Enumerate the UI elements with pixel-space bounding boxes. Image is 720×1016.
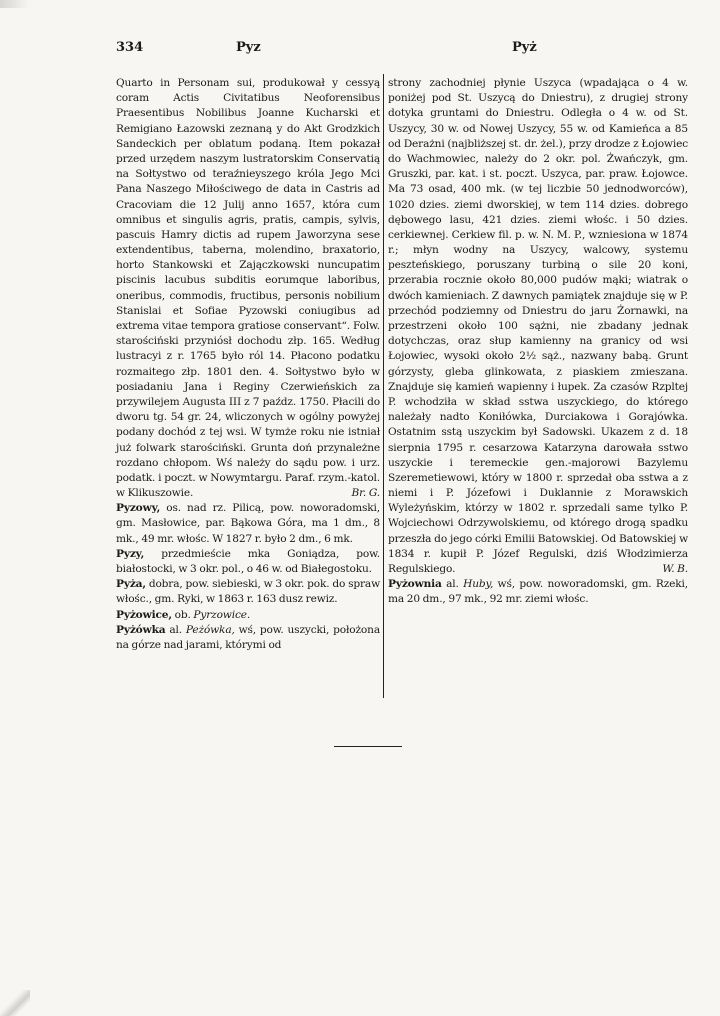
dictionary-entry: [116, 623, 380, 653]
entry-signature: Br. G.: [351, 487, 380, 500]
dictionary-entry: [116, 547, 380, 577]
scan-smudge: [0, 990, 30, 1016]
entry-headword: Pyża,: [116, 578, 146, 591]
entry-headword: Pyzowy,: [116, 502, 161, 515]
page-header: [116, 40, 700, 60]
page-number: 334: [116, 40, 144, 55]
entry-headword: Pyzy,: [116, 547, 145, 560]
dictionary-entry: [116, 608, 380, 623]
entry-alt-prefix: al.: [165, 623, 186, 636]
entry-alt-name: Huby,: [463, 578, 494, 591]
right-column: [388, 76, 688, 608]
dictionary-entry: [116, 577, 380, 607]
entry-text: dobra, pow. siebieski, w 3 okr. pok. do spraw włośc., gm. Ryki, w 1863 r. 163 dusz rewiz.: [116, 578, 380, 606]
entry-headword: Pyżownia: [388, 578, 442, 591]
entry-text: przedmieście mka Goniądza, pow. białostocki, w 3 okr. pol., o 46 w. od Białegostoku.: [116, 547, 380, 575]
left-running-head: Pyz: [236, 40, 261, 55]
entry-alt-prefix: ob.: [171, 608, 194, 621]
entry-text: os. nad rz. Pilicą, pow. noworadomski, gm. Masłowice, par. Bąkowa Góra, ma 1 dm., 8 mk., 49 mr. włośc. W 1827 r. było 2 dm., 6 mk.: [116, 502, 380, 545]
entry-alt-name: Pyrzowice.: [193, 608, 251, 621]
entry-text: wś, pow. noworadomski, gm. Rzeki, ma 20 dm., 97 mk., 92 mr. ziemi włośc.: [388, 578, 688, 606]
entry-headword: Pyżowice,: [116, 608, 172, 621]
end-rule: [334, 746, 402, 747]
right-running-head: Pyż: [512, 40, 537, 55]
left-column: [116, 76, 380, 653]
dictionary-entry: [116, 76, 380, 501]
entry-alt-prefix: al.: [441, 578, 464, 591]
column-divider: [383, 74, 384, 698]
entry-signature: W. B.: [662, 563, 688, 575]
entry-alt-name: Peżówka,: [185, 623, 235, 636]
entry-headword: Pyżówka: [116, 623, 166, 636]
entry-text: wś, pow. uszycki, położona na górze nad jarami, którymi od: [116, 623, 380, 651]
entry-text: strony zachodniej płynie Uszyca (wpadająca o 4 w. poniżej pod St. Uszycą do Dniestru), z drugiej strony dotyka gruntami do Dniestru. Odległa o 4 w. od St. Uszycy, 30 w. od Nowej Uszycy, 55 w. od Kamieńca a 85 od Derażni (najbliższej st. dr. żel.), przy drodze z Łojowiec do Wachmowiec, należy do 2 okr. pol. Żwańczyk, gm. Gruszki, par. kat. i st. poczt. Uszyca, par. praw. Łojowce. Ma 73 osad, 400 mk. (w tej liczbie 50 jednodworców), 1020 dzies. ziemi dworskiej, w tem 114 dzies. dobrego dębowego lasu, 421 dzies. ziemi włośc. i 50 dzies. cerkiewnej. Cerkiew fil. p. w. N. M. P., wzniesiona w 1874 r.; młyn wodny na Uszycy, walcowy, systemu peszteńskiego, poruszany turbiną o sile 20 koni, przerabia rocznie około 80,000 pudów mąki; wiatrak o dwóch kamieniach. Z dawnych pamiątek znajduje się w P. przechód podziemny od Dniestru do jaru Żornawki, na przestrzeni około 100 sążni, nie zbadany jednak dotychczas, oraz słup kamienny na granicy od wsi Łojowiec, wysoki około 2½ sąż., nazwany babą. Grunt górzysty, gleba glinkowata, z piaskiem zmieszana. Znajduje się kamień wapienny i łupek. Za czasów Rzpltej P. wchodziła w skład sstwa uszyckiego, do którego należały nadto Koniłówka, Durciakowa i Gorajówka. Ostatnim sstą uszyckim był Sadowski. Ukazem z d. 18 sierpnia 1795 r. cesarzowa Katarzyna darowała sstwo uszyckie i teremeckie gen.-majorowi Bazylemu Szeremetiewowi, który w 1800 r. sprzedał oba sstwa a z niemi i P. Józefowi i Duklannie z Morawskich Wyleżyńskim, którzy w 1802 r. sprzedali same tylko P. Wojciechowi Odrzywolskiemu, od którego drogą spadku przeszła do jego córki Emilii Batowskiej. Od Batowskiej w 1834 r. kupił P. Józef Regulski, dziś Włodzimierza Regulskiego.: [388, 77, 688, 575]
entry-text: Quarto in Personam sui, produkował y cessyą coram Actis Civitatibus Neoforensibus Praesentibus Nobilibus Joanne Kucharski et Remigiano Łazowski zeznaną y do Akt Grodzkich Sandeckich per oblatum podaną. Item pokazał przed urzędem naszym lustratorskim Conservatią na Sołtystwo od teraźnieyszego króla Jego Mci Pana Naszego Miłościwego de data in Castris ad Cracoviam die 12 Julij anno 1657, która cum omnibus et singulis agris, pratis, campis, sylvis, pascuis Hamry dictis ad rupem Jaworzyna sese extendentibus, taberna, molendino, braxatorio, horto Stankowski et Zajączkowski nuncupatim piscinis lacubus subditis eorumque laboribus, oneribus, commodis, fructibus, personis nobilium Stanislai et Sofiae Pyzowski coniugibus ad extrema vitae tempora gratiose conservant“. Folw. starościński przyniósł dochodu złp. 165. Według lustracyi z r. 1765 było ról 14. Płacono podatku rozmaitego złp. 1801 den. 4. Sołtystwo było w posiadaniu Jana i Reginy Czerwieńskich za przywilejem Augusta III z 7 paźdz. 1750. Płacili do dworu tg. 54 gr. 24, wliczonych w ogólny powyżej podany dochód z tej wsi. W tymże roku nie istniał już folwark starościński. Grunta doń przynależne rozdano chłopom. Wś należy do sądu pow. i urz. podatk. i poczt. w Nowymtargu. Paraf. rzym.-katol. w Klikuszowie.: [116, 77, 380, 500]
dictionary-entry: [388, 76, 688, 577]
dictionary-entry: [116, 501, 380, 547]
dictionary-entry: [388, 577, 688, 607]
scan-smudge: [0, 0, 30, 8]
